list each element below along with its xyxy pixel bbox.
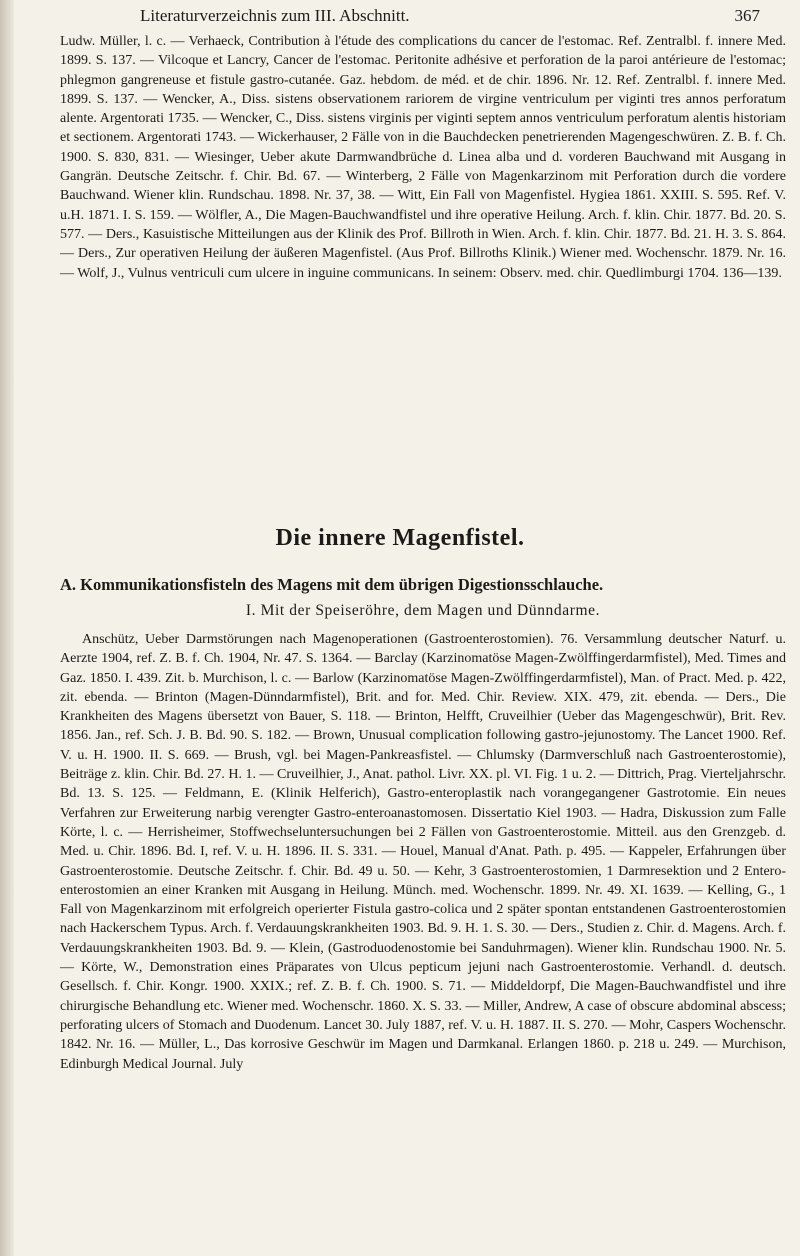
bibliography-block-1: [60, 32, 786, 283]
bibliography-block-2: [60, 630, 786, 1074]
subsection-heading: A. Kommunikationsfisteln des Magens mit dem übrigen Digestionsschlauche.: [60, 575, 604, 594]
section-heading: Die innere Magenfistel.: [275, 525, 525, 551]
page-number: 367: [734, 6, 760, 25]
bibliography-paragraph-2: Anschütz, Ueber Darmstörungen nach Magenoperationen (Gastroenterostomien). 76. Versammlung deutscher Naturf. u. Aerzte 1904, ref. Z. B. f. Ch. 1904, Nr. 47. S. 1364. — Barclay (Karzinomatöse Magen-Zwölffingerdarmfistel), Med. Times and Gaz. 1850. I. 439. Zit. b. Murchison, l. c. — Barlow (Karzinomatöse Magen-Zwölffingerdarmfistel), Man. of Pract. Med. p. 422, zit. ebenda. — Brinton (Magen-Dünndarmfistel), Brit. and for. Med. Chir. Review. XIX. 479, zit. ebenda. — Ders., Die Krankheiten des Magens übersetzt von Bauer, S. 118. — Brinton, Helfft, Cruveilhier (Ueber das Magengeschwür), Brit. Rev. 1856. Jan., ref. Sch. J. B. Bd. 90. S. 182. — Brown, Unusual complication following gastro-jejunostomy. The Lancet 1900. Ref. V. u. H. 1900. II. S. 669. — Brush, vgl. bei Magen-Pankreasfistel. — Chlumsky (Darmverschluß nach Gastroenterostomie), Beiträge z. klin. Chir. Bd. 27. H. 1. — Cruveilhier, J., Anat. pathol. Livr. XX. pl. VI. Fig. 1 u. 2. — Dittrich, Prag. Vierteljahrschr. Bd. 13. S. 125. — Feldmann, E. (Klinik Helferich), Gastro-enteroplastik nach vorangegangener Gastrotomie. Ein neues Verfahren zur Erweiterung narbig verengter Gastro-enteroanastomosen. Dissertatio Kiel 1903. — Hadra, Diskussion zum Falle Körte, l. c. — Herrisheimer, Stoffwechseluntersuchungen bei 2 Fällen von Gastroenterostomie. Mitteil. aus den Grenzgeb. d. Med. u. Chir. 1896. Bd. I, ref. V. u. H. 1896. II. S. 331. — Houel, Manual d'Anat. Path. p. 495. — Kappeler, Erfahrungen über Gastroenterostomie. Deutsche Zeitschr. f. Chir. Bd. 49 u. 50. — Kehr, 3 Gastroenterostomien, 1 Darmresektion und 2 Entero-enterostomien an einer Kranken mit Ausgang in Heilung. Münch. med. Wochenschr. 1899. Nr. 49. XI. 1639. — Kelling, G., 1 Fall von Magenkarzinom mit erfolgreich operierter Fistula gastro-colica und 2 später spontan entstandenen Gastroenterostomien nach Hackerschem Typus. Arch. f. Verdauungskrankheiten 1903. Bd. 9. H. 1. S. 30. — Ders., Studien z. Chir. d. Magens. Arch. f. Verdauungskrankheiten 1903. Bd. 9. — Klein, (Gastroduodenostomie bei Sanduhrmagen). Wiener klin. Rundschau 1900. Nr. 5. — Körte, W., Demonstration eines Präparates von Ulcus pepticum jejuni nach Gastroenterostomie. Verhandl. d. deutsch. Gesellsch. f. Chir. Kongr. 1900. XXIX.; ref. Z. B. f. Ch. 1900. S. 71. — Middeldorpf, Die Magen-Bauchwandfistel und ihre chirurgische Behandlung etc. Wiener med. Wochenschr. 1860. X. S. 33. — Miller, Andrew, A case of obscure abdominal abscess; perforating ulcers of Stomach and Duodenum. Lancet 30. July 1887, ref. V. u. H. 1887. II. S. 270. — Mohr, Caspers Wochenschr. 1842. Nr. 16. — Müller, L., Das korrosive Geschwür im Magen und Darmkanal. Erlangen 1860. p. 218 u. 249. — Murchison, Edinburgh Medical Journal. July: [60, 632, 786, 1072]
bibliography-paragraph-1: Ludw. Müller, l. c. — Verhaeck, Contribution à l'étude des complications du cancer de l'estomac. Ref. Zentralbl. f. innere Med. 1899. S. 137. — Vilcoque et Lancry, Cancer de l'estomac. Peritonite adhésive et perforation de la paroi antérieure de l'estomac; phlegmon gangreneuse et fistule gastro-cutanée. Gaz. hebdom. de méd. et de chir. 1896. Nr. 12. Ref. Zentralbl. f. innere Med. 1899. S. 137. — Wencker, A., Diss. sistens observationem rariorem de virgine ventriculum per viginti tres annos perforatum alente. Argentorati 1735. — Wencker, C., Diss. sistens virginis per viginti septem annos ventriculum perforatum alentis historiam et sectionem. Argentorati 1743. — Wickerhauser, 2 Fälle von in die Bauchdecken penetrierenden Magengeschwüren. Z. B. f. Ch. 1900. S. 830, 831. — Wiesinger, Ueber akute Darmwandbrüche d. Linea alba und d. vorderen Bauchwand mit Ausgang in Gangrän. Deutsche Zeitschr. f. Chir. Bd. 67. — Winterberg, 2 Fälle von Magenkarzinom mit Perforation durch die vordere Bauchwand. Wiener klin. Rundschau. 1898. Nr. 37, 38. — Witt, Ein Fall von Magenfistel. Hygiea 1861. XXIII. S. 595. Ref. V. u.H. 1871. I. S. 159. — Wölfler, A., Die Magen-Bauchwandfistel und ihre operative Heilung. Arch. f. klin. Chir. 1877. Bd. 20. S. 577. — Ders., Kasuistische Mitteilungen aus der Klinik des Prof. Billroth in Wien. Arch. f. klin. Chir. 1877. Bd. 21. H. 3. S. 864. — Ders., Zur operativen Heilung der äußeren Magenfistel. (Aus Prof. Billroths Klinik.) Wiener med. Wochenschr. 1879. Nr. 16. — Wolf, J., Vulnus ventriculi cum ulcere in inguine communicans. In seinem: Observ. med. chir. Quedlimburgi 1704. 136—139.: [60, 34, 786, 281]
page-spine-shadow: [0, 0, 14, 1256]
sub-subsection-heading: I. Mit der Speiseröhre, dem Magen und Dünndarme.: [245, 602, 601, 619]
running-head: [140, 6, 760, 30]
running-head-title: Literaturverzeichnis zum III. Abschnitt.: [140, 6, 410, 25]
